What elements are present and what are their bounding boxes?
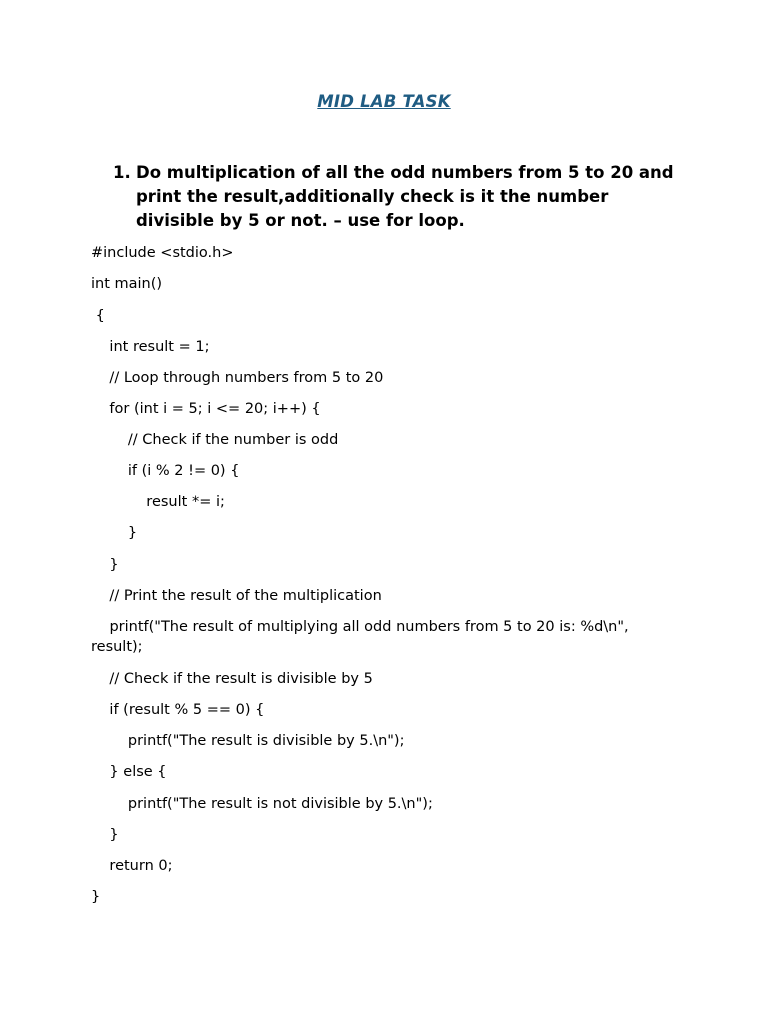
code-line: // Print the result of the multiplication <box>91 588 382 604</box>
document-title: MID LAB TASK <box>317 92 451 111</box>
code-line: } <box>91 827 119 843</box>
code-line: } <box>91 525 138 541</box>
question-item <box>110 161 680 233</box>
code-line: for (int i = 5; i <= 20; i++) { <box>91 401 321 417</box>
code-line: } <box>91 557 119 573</box>
code-line: if (i % 2 != 0) { <box>91 463 240 479</box>
code-line: // Check if the result is divisible by 5 <box>91 671 373 687</box>
code-line: printf("The result is not divisible by 5.\n"); <box>91 796 433 812</box>
code-line: // Check if the number is odd <box>91 432 339 448</box>
code-line: result *= i; <box>91 494 225 510</box>
code-line: int main() <box>91 276 163 292</box>
question-number: 1. <box>113 163 131 182</box>
question-text: Do multiplication of all the odd numbers from 5 to 20 and print the result,additionally check is it the number divisible by 5 or not. – use for loop. <box>136 163 674 230</box>
code-line: } <box>91 889 101 905</box>
code-line: } else { <box>91 764 167 780</box>
code-line: { <box>91 308 105 324</box>
code-line: printf("The result of multiplying all odd numbers from 5 to 20 is: %d\n", result); <box>91 619 634 655</box>
code-line: printf("The result is divisible by 5.\n"); <box>91 733 405 749</box>
code-line: #include <stdio.h> <box>91 245 234 261</box>
code-line: if (result % 5 == 0) { <box>91 702 265 718</box>
code-line: return 0; <box>91 858 173 874</box>
code-line: int result = 1; <box>91 339 210 355</box>
code-line: // Loop through numbers from 5 to 20 <box>91 370 384 386</box>
